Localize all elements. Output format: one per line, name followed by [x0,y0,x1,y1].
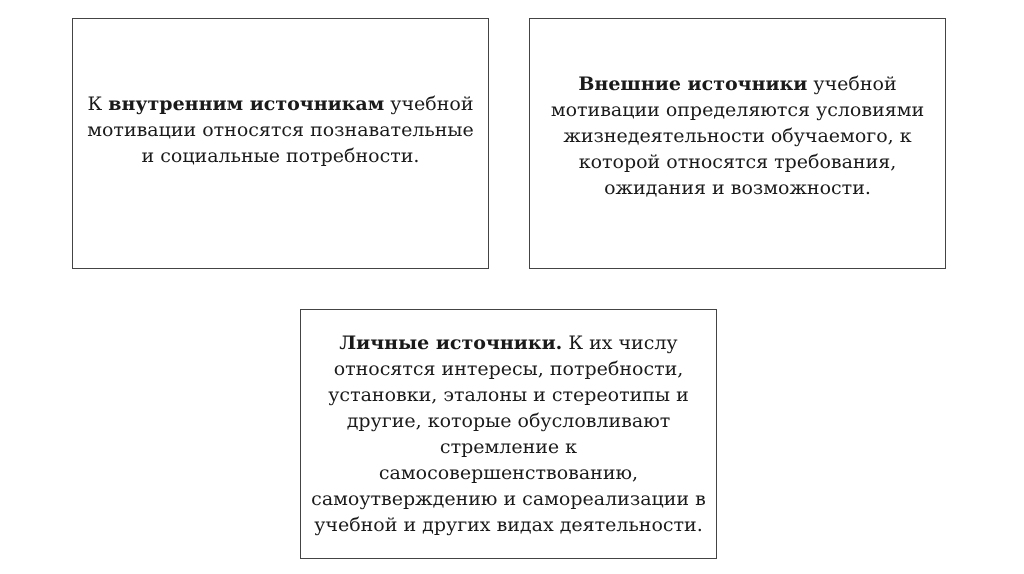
external-sources-heading: Внешние источники [578,72,808,95]
internal-sources-text [79,91,482,169]
personal-sources-box [300,309,717,559]
internal-sources-prefix: К [87,92,109,115]
external-sources-box [529,18,946,269]
external-sources-text [536,71,939,201]
personal-sources-text [309,330,708,538]
external-sources-description: учебной мотивации определяются условиями жизнедеятельности обучаемого, к которой относятся требования, ожидания и возможности. [550,72,925,199]
internal-sources-description: учебной мотивации относятся познавательные и социальные потребности. [87,92,474,167]
personal-sources-heading: Личные источники. [339,332,563,354]
internal-sources-box [72,18,489,269]
personal-sources-description: К их числу относятся интересы, потребности, установки, эталоны и стереотипы и другие, которые обусловливают стремление к самосовершенствованию, самоутверждению и самореализации в учебной и других видах деятельности. [311,332,706,536]
internal-sources-heading: внутренним источникам [108,92,385,115]
